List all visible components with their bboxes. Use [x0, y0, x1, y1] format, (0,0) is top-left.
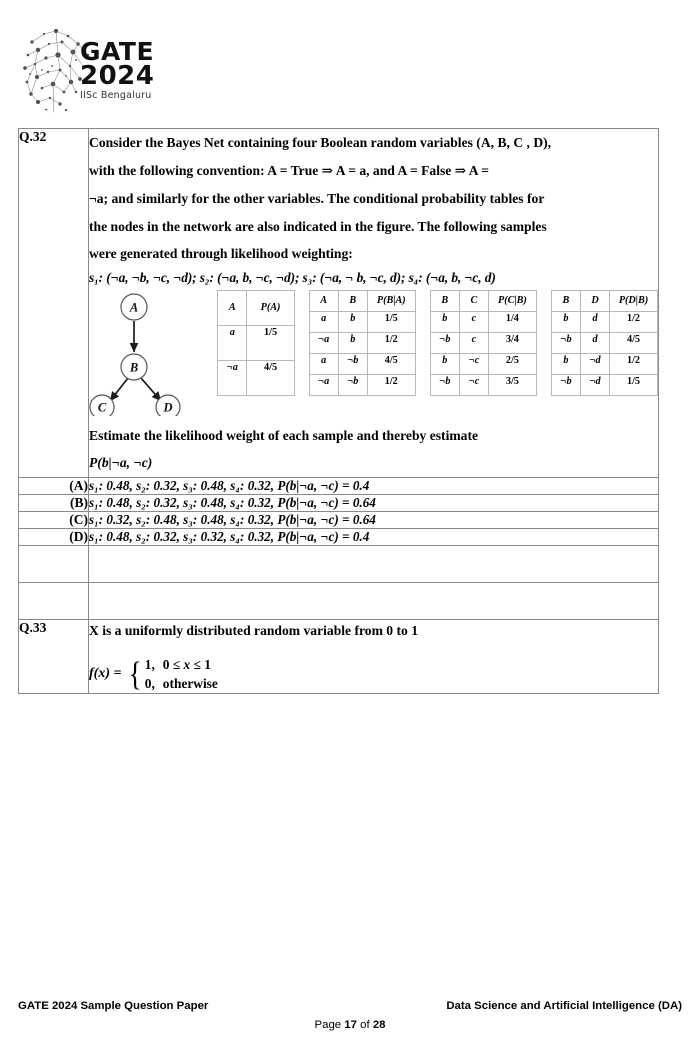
logo-wordmark — [80, 37, 240, 102]
cpt-header-cell: P(C|B) — [488, 291, 536, 312]
logo-title: GATE — [80, 37, 155, 66]
page-prefix: Page — [314, 1019, 345, 1031]
option-label-c: (C) — [19, 511, 89, 528]
cpt-row — [551, 333, 657, 354]
cpt-table-c-given-b — [430, 290, 537, 396]
option-row-d[interactable] — [19, 528, 659, 545]
paragraph-line: ¬a; and similarly for the other variables. The conditional probability tables for — [89, 190, 545, 206]
bayes-net-figure — [89, 290, 658, 416]
cpt-cell: 2/5 — [488, 354, 536, 375]
paragraph-line: were generated through likelihood weighting: — [89, 246, 353, 262]
question-table — [18, 128, 659, 694]
case-value: 1, — [144, 657, 155, 673]
cpt-cell: 1/2 — [367, 333, 415, 354]
cpt-cell: ¬b — [338, 375, 367, 396]
question-tail — [89, 422, 658, 476]
estimate-instruction: Estimate the likelihood weight of each sample and thereby estimate — [89, 428, 479, 444]
case-condition — [163, 657, 211, 672]
cpt-header-row — [551, 291, 657, 312]
cpt-cell: ¬b — [430, 375, 459, 396]
cpt-header-cell: A — [309, 291, 338, 312]
cpt-header-cell: B — [430, 291, 459, 312]
footer-top-line — [18, 1000, 682, 1012]
cpt-header-row — [218, 291, 295, 326]
cpt-cell: 1/2 — [367, 375, 415, 396]
option-text-d[interactable]: s₁: 0.48, s₂: 0.32, s₃: 0.32, s₄: 0.32, P(b|¬a, ¬c) = 0.4 — [89, 528, 659, 545]
option-label-d: (D) — [19, 528, 89, 545]
question-paragraph — [89, 129, 658, 268]
cpt-cell: b — [338, 333, 367, 354]
cpt-row — [309, 354, 415, 375]
option-row-a[interactable] — [19, 477, 659, 494]
question-content-33 — [89, 619, 659, 694]
function-lhs: f(x) = — [89, 666, 122, 682]
question-33-statement: X is a uniformly distributed random variable from 0 to 1 — [89, 622, 419, 638]
cpt-cell: 4/5 — [610, 333, 658, 354]
page-header — [18, 22, 318, 118]
cpt-header-cell: B — [551, 291, 580, 312]
cpt-row — [551, 312, 657, 333]
paragraph-line: Consider the Bayes Net containing four Boolean random variables (A, B, C , D), — [89, 135, 552, 150]
option-label-a: (A) — [19, 477, 89, 494]
case-condition: otherwise — [162, 676, 218, 692]
logo-year: 2024 — [80, 60, 155, 91]
option-label-b: (B) — [19, 494, 89, 511]
cpt-header-cell: C — [459, 291, 488, 312]
cpt-cell: ¬d — [580, 375, 609, 396]
cpt-cell: b — [338, 312, 367, 333]
cpt-table-group — [217, 290, 658, 396]
cpt-cell: ¬a — [309, 375, 338, 396]
cpt-table-prior-a — [217, 290, 295, 396]
target-probability: P(b|¬a, ¬c) — [89, 455, 153, 471]
cpt-cell: d — [580, 333, 609, 354]
bayes-node-label-D: D — [163, 400, 173, 415]
cpt-cell: a — [309, 354, 338, 375]
blank-row — [19, 545, 659, 582]
footer-right-text: Data Science and Artificial Intelligence (DA) — [446, 1000, 682, 1012]
cpt-cell: c — [459, 312, 488, 333]
bayes-net-graph — [89, 290, 209, 416]
piecewise-case — [145, 657, 211, 672]
page-footer — [18, 1000, 682, 1031]
paragraph-line: with the following convention: A = True ⇒ A = a, and A = False ⇒ A = — [89, 162, 489, 178]
cpt-header-cell: P(B|A) — [367, 291, 415, 312]
cpt-row — [218, 361, 295, 396]
blank-cell — [89, 545, 659, 582]
cpt-row — [309, 312, 415, 333]
logo-subtitle: IISc Bengaluru — [80, 90, 152, 102]
case-condition-pre: 0 ≤ — [162, 657, 184, 673]
bayes-node-label-A: A — [129, 300, 139, 315]
option-text-c[interactable]: s₁: 0.32, s₂: 0.48, s₃: 0.48, s₄: 0.32, P(b|¬a, ¬c) = 0.64 — [89, 511, 659, 528]
cpt-header-row — [430, 291, 536, 312]
cpt-cell: d — [580, 312, 609, 333]
page-mid: of — [356, 1019, 373, 1031]
piecewise-case — [145, 676, 218, 691]
cpt-cell: 3/4 — [488, 333, 536, 354]
cpt-cell: ¬a — [309, 333, 338, 354]
blank-row — [19, 582, 659, 619]
bayes-node-label-B: B — [129, 360, 139, 375]
footer-left-text: GATE 2024 Sample Question Paper — [18, 1000, 209, 1012]
cpt-row — [430, 333, 536, 354]
samples-list: s₁: (¬a, ¬b, ¬c, ¬d); s₂: (¬a, b, ¬c, ¬d); s₃: (¬a, ¬ b, ¬c, d); s₄: (¬a, b, ¬c, d) — [89, 270, 496, 286]
page-number: 17 — [344, 1019, 357, 1031]
cpt-row — [430, 312, 536, 333]
cpt-row — [430, 354, 536, 375]
cpt-cell: 1/5 — [610, 375, 658, 396]
footer-page-indicator — [18, 1019, 682, 1031]
gate-logo — [18, 22, 248, 118]
left-brace-symbol: { — [129, 655, 143, 693]
option-row-b[interactable] — [19, 494, 659, 511]
question-row-32 — [19, 129, 659, 478]
cpt-cell: ¬b — [430, 333, 459, 354]
cpt-cell: ¬c — [459, 375, 488, 396]
cpt-cell: a — [218, 326, 247, 361]
cpt-header-cell: P(D|B) — [610, 291, 658, 312]
cpt-header-row — [309, 291, 415, 312]
option-text-a[interactable]: s₁: 0.48, s₂: 0.32, s₃: 0.48, s₄: 0.32, P(b|¬a, ¬c) = 0.4 — [89, 477, 659, 494]
cpt-row — [309, 333, 415, 354]
option-text-b[interactable]: s₁: 0.48, s₂: 0.32, s₃: 0.48, s₄: 0.32, P(b|¬a, ¬c) = 0.64 — [89, 494, 659, 511]
cpt-table-d-given-b — [551, 290, 658, 396]
cpt-header-cell: P(A) — [247, 291, 294, 326]
cpt-row — [218, 326, 295, 361]
cpt-cell: 1/2 — [610, 312, 658, 333]
cpt-cell: b — [551, 312, 580, 333]
cpt-cell: 1/5 — [367, 312, 415, 333]
cpt-row — [430, 375, 536, 396]
piecewise-cases — [145, 655, 218, 693]
cpt-cell: ¬b — [551, 375, 580, 396]
cpt-cell: 1/5 — [247, 326, 294, 361]
cpt-cell: b — [430, 354, 459, 375]
cpt-cell: 4/5 — [367, 354, 415, 375]
blank-cell — [89, 582, 659, 619]
piecewise-function — [89, 655, 658, 693]
cpt-row — [551, 354, 657, 375]
cpt-cell: b — [551, 354, 580, 375]
option-row-c[interactable] — [19, 511, 659, 528]
question-number-32: Q.32 — [19, 129, 89, 478]
cpt-cell: b — [430, 312, 459, 333]
cpt-table-b-given-a — [309, 290, 416, 396]
case-value: 0, — [144, 676, 155, 692]
page-total: 28 — [372, 1019, 386, 1031]
cpt-row — [551, 375, 657, 396]
cpt-header-cell: A — [218, 291, 247, 326]
cpt-cell: 4/5 — [247, 361, 294, 396]
cpt-cell: 3/5 — [488, 375, 536, 396]
cpt-header-cell: B — [338, 291, 367, 312]
cpt-header-cell: D — [580, 291, 609, 312]
paragraph-line: the nodes in the network are also indicated in the figure. The following samples — [89, 218, 547, 234]
blank-cell — [19, 545, 89, 582]
cpt-row — [309, 375, 415, 396]
cpt-cell: 1/2 — [610, 354, 658, 375]
question-content-32 — [89, 129, 659, 478]
cpt-cell: ¬d — [580, 354, 609, 375]
cpt-cell: ¬c — [459, 354, 488, 375]
cpt-cell: c — [459, 333, 488, 354]
bayes-node-label-C: C — [97, 400, 107, 415]
blank-cell — [19, 582, 89, 619]
cpt-cell: ¬b — [338, 354, 367, 375]
cpt-cell: ¬b — [551, 333, 580, 354]
cpt-cell: 1/4 — [488, 312, 536, 333]
cpt-cell: a — [309, 312, 338, 333]
case-condition-var: x — [183, 657, 191, 673]
question-number-33: Q.33 — [19, 619, 89, 694]
question-row-33 — [19, 619, 659, 694]
cpt-cell: ¬a — [218, 361, 247, 396]
case-condition-post: ≤ 1 — [190, 657, 211, 673]
